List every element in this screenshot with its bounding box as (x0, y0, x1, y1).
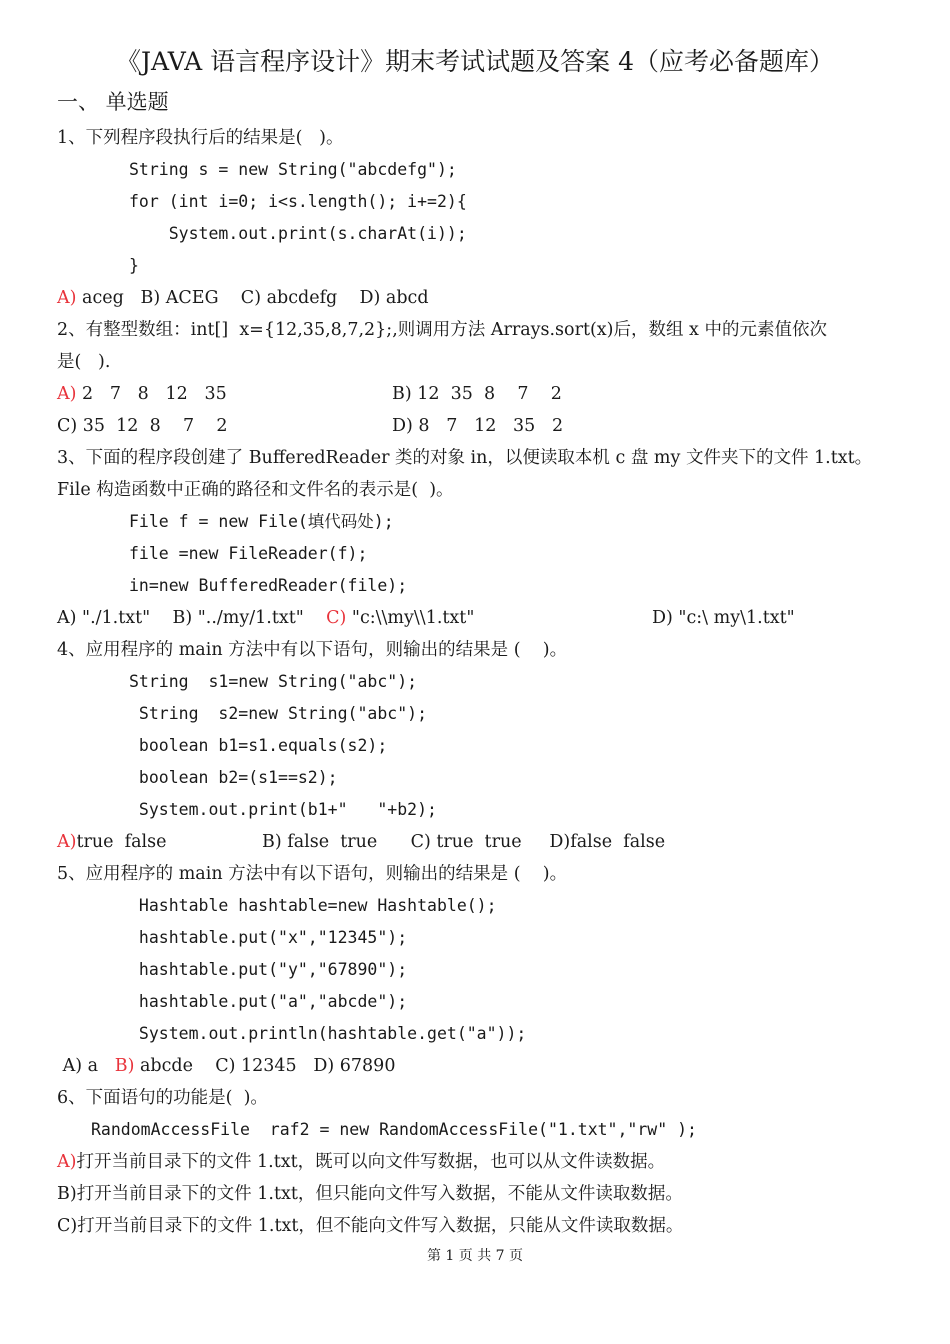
q4-code-line: System.out.print(b1+" "+b2); (129, 800, 437, 819)
q5-options (57, 1050, 395, 1082)
page-title: 《JAVA 语言程序设计》期末考试试题及答案 4（应考必备题库） (115, 47, 835, 76)
q2-option-b: B) 12 35 8 7 2 (392, 384, 562, 404)
q6-option-a (57, 1146, 665, 1178)
q5-answer-letter: B) (114, 1056, 135, 1076)
q1-options-rest: B) ACEG C) abcdefg D) abcd (123, 288, 429, 308)
q6-option-a-text: 打开当前目录下的文件 1.txt，既可以向文件写数据，也可以从文件读数据。 (76, 1152, 666, 1172)
q2-option-d: D) 8 7 12 35 2 (392, 416, 564, 436)
q3-stem-cont: File 构造函数中正确的路径和文件名的表示是( )。 (57, 480, 454, 500)
q3-stem: 3、下面的程序段创建了 BufferedReader 类的对象 in，以便读取本机 c 盘 my 文件夹下的文件 1.txt。 (57, 448, 873, 468)
section-heading: 一、 单选题 (57, 90, 169, 114)
q6-code-line: RandomAccessFile raf2 = new RandomAccessFile("1.txt","rw" ); (91, 1120, 697, 1139)
q3-option-d: D) "c:\ my\1.txt" (652, 608, 795, 628)
q1-code-line: System.out.print(s.charAt(i)); (129, 224, 467, 243)
q3-option-c: "c:\\my\\1.txt" (346, 608, 475, 628)
q2-answer-letter: A) (57, 384, 77, 404)
q1-code-line: } (129, 256, 139, 275)
q3-code-line: File f = new File(填代码处); (129, 512, 394, 531)
q4-code-line: String s2=new String("abc"); (129, 704, 428, 723)
q2-stem-cont: 是( ). (57, 352, 111, 372)
q4-options (57, 826, 166, 858)
q5-code-line: hashtable.put("x","12345"); (129, 928, 408, 947)
q4-options-rest: B) false true C) true true D)false false (262, 832, 666, 852)
q2-option-c: C) 35 12 8 7 2 (57, 416, 228, 436)
q5-code-line: hashtable.put("a","abcde"); (129, 992, 408, 1011)
q5-option-b: abcde (134, 1056, 216, 1076)
q5-code-line: Hashtable hashtable=new Hashtable(); (129, 896, 497, 915)
q5-stem: 5、应用程序的 main 方法中有以下语句，则输出的结果是 ( )。 (57, 864, 568, 884)
q1-options (57, 282, 429, 314)
q1-code-line: for (int i=0; i<s.length(); i+=2){ (129, 192, 467, 211)
q4-option-a: true false (76, 832, 167, 852)
q5-code-line: hashtable.put("y","67890"); (129, 960, 408, 979)
q2-option-a (57, 378, 227, 410)
q4-code-line: boolean b2=(s1==s2); (129, 768, 338, 787)
q5-code-line: System.out.println(hashtable.get("a")); (129, 1024, 527, 1043)
q4-answer-letter: A) (57, 832, 77, 852)
q3-options (57, 602, 474, 634)
q2-option-a-text: 2 7 8 12 35 (76, 384, 227, 404)
q6-option-b: B)打开当前目录下的文件 1.txt，但只能向文件写入数据，不能从文件读取数据。 (57, 1184, 683, 1204)
q4-stem: 4、应用程序的 main 方法中有以下语句，则输出的结果是 ( )。 (57, 640, 568, 660)
q6-answer-letter: A) (57, 1152, 77, 1172)
q2-stem: 2、有整型数组：int[] x={12,35,8,7,2};,则调用方法 Arrays.sort(x)后，数组 x 中的元素值依次 (57, 320, 827, 340)
q5-options-rest: C) 12345 D) 67890 (215, 1056, 396, 1076)
q6-stem: 6、下面语句的功能是( )。 (57, 1088, 268, 1108)
q5-option-a: A) a (57, 1056, 115, 1076)
q6-option-c: C)打开当前目录下的文件 1.txt，但不能向文件写入数据，只能从文件读取数据。 (57, 1216, 684, 1236)
q3-answer-letter: C) (326, 608, 347, 628)
q1-option-a: aceg (76, 288, 124, 308)
q4-code-line: String s1=new String("abc"); (129, 672, 418, 691)
q1-stem: 1、下列程序段执行后的结果是( )。 (57, 128, 344, 148)
q1-code-line: String s = new String("abcdefg"); (129, 160, 457, 179)
q1-answer-letter: A) (57, 288, 77, 308)
q3-options-ab: A) "./1.txt" B) "../my/1.txt" (57, 608, 327, 628)
q4-code-line: boolean b1=s1.equals(s2); (129, 736, 388, 755)
page-footer: 第 1 页 共 7 页 (426, 1248, 524, 1264)
q3-code-line: file =new FileReader(f); (129, 544, 368, 563)
q3-code-line: in=new BufferedReader(file); (129, 576, 408, 595)
